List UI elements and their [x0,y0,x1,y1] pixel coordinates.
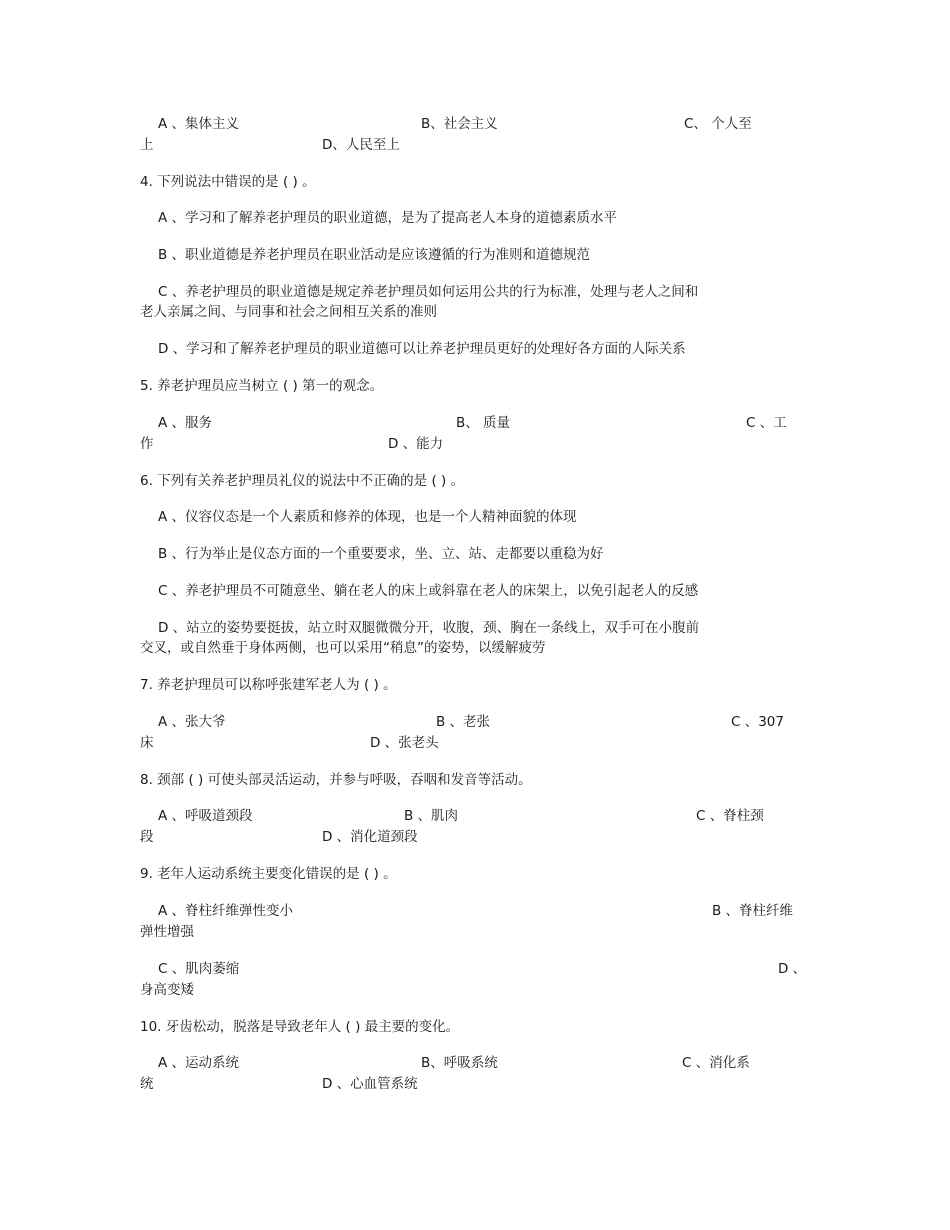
q6-option-d: D 、站立的姿势要挺拔，站立时双腿微微分开，收腹，颈、胸在一条线上，双手可在小腹前 [158,620,700,636]
q9-option-a: A 、脊柱纤维弹性变小 [158,903,294,919]
q3-option-b: B、社会主义 [421,116,498,132]
q7-option-a: A 、张大爷 [158,714,226,730]
q4-option-c-wrap: 老人亲属之间、与同事和社会之间相互关系的准则 [140,304,437,320]
q9-option-c: C 、肌肉萎缩 [158,961,240,977]
q10-stem: 10. 牙齿松动，脱落是导致老年人 ( ) 最主要的变化。 [140,1019,460,1035]
q8-option-d: D 、消化道颈段 [322,829,418,845]
q8-option-a: A 、呼吸道颈段 [158,808,253,824]
q4-option-c: C 、养老护理员的职业道德是规定养老护理员如何运用公共的行为标准，处理与老人之间和 [158,284,699,300]
q6-option-d-wrap: 交叉，或自然垂于身体两侧，也可以采用“稍息”的姿势，以缓解疲劳 [140,640,546,656]
q10-option-a: A 、运动系统 [158,1055,240,1071]
q9-option-b: B 、脊柱纤维 [712,903,794,919]
q10-option-b: B、呼吸系统 [421,1055,498,1071]
q8-stem: 8. 颈部 ( ) 可使头部灵活运动，并参与呼吸，吞咽和发音等活动。 [140,772,532,788]
q7-stem: 7. 养老护理员可以称呼张建军老人为 ( ) 。 [140,677,397,693]
q4-option-b: B 、职业道德是养老护理员在职业活动是应该遵循的行为准则和道德规范 [158,247,591,263]
q9-option-b-wrap: 弹性增强 [140,924,194,940]
q7-option-c: C 、307 [731,714,784,730]
q9-option-d-wrap: 身高变矮 [140,982,194,998]
q9-stem: 9. 老年人运动系统主要变化错误的是 ( ) 。 [140,866,397,882]
q10-option-c: C 、消化系 [682,1055,750,1071]
q8-option-c: C 、脊柱颈 [696,808,764,824]
q8-option-c-wrap: 段 [140,829,154,845]
q4-option-d: D 、学习和了解养老护理员的职业道德可以让养老护理员更好的处理好各方面的人际关系 [158,341,686,357]
q6-option-a: A 、仪容仪态是一个人素质和修养的体现，也是一个人精神面貌的体现 [158,509,577,525]
q10-option-d: D 、心血管系统 [322,1076,418,1092]
q6-option-b: B 、行为举止是仪态方面的一个重要要求，坐、立、站、走都要以重稳为好 [158,546,604,562]
q3-option-c-wrap: 上 [140,137,154,153]
q6-stem: 6. 下列有关养老护理员礼仪的说法中不正确的是 ( ) 。 [140,473,465,489]
q7-option-d: D 、张老头 [370,735,439,751]
q5-option-d: D 、能力 [388,436,444,452]
q3-option-a: A 、集体主义 [158,116,240,132]
q5-option-c-wrap: 作 [140,436,154,452]
q5-stem: 5. 养老护理员应当树立 ( ) 第一的观念。 [140,378,384,394]
q5-option-b: B、 质量 [456,415,511,431]
q10-option-c-wrap: 统 [140,1076,154,1092]
q8-option-b: B 、肌肉 [404,808,459,824]
q5-option-c: C 、工 [746,415,787,431]
q3-option-d: D、人民至上 [322,137,400,153]
q4-stem: 4. 下列说法中错误的是 ( ) 。 [140,174,316,190]
q7-option-b: B 、老张 [436,714,491,730]
q6-option-c: C 、养老护理员不可随意坐、躺在老人的床上或斜靠在老人的床架上，以免引起老人的反感 [158,583,699,599]
q7-option-c-wrap: 床 [140,735,154,751]
q3-option-c: C、 个人至 [684,116,752,132]
q5-option-a: A 、服务 [158,415,213,431]
q4-option-a: A 、学习和了解养老护理员的职业道德，是为了提高老人本身的道德素质水平 [158,210,618,226]
q9-option-d: D 、 [778,961,807,977]
